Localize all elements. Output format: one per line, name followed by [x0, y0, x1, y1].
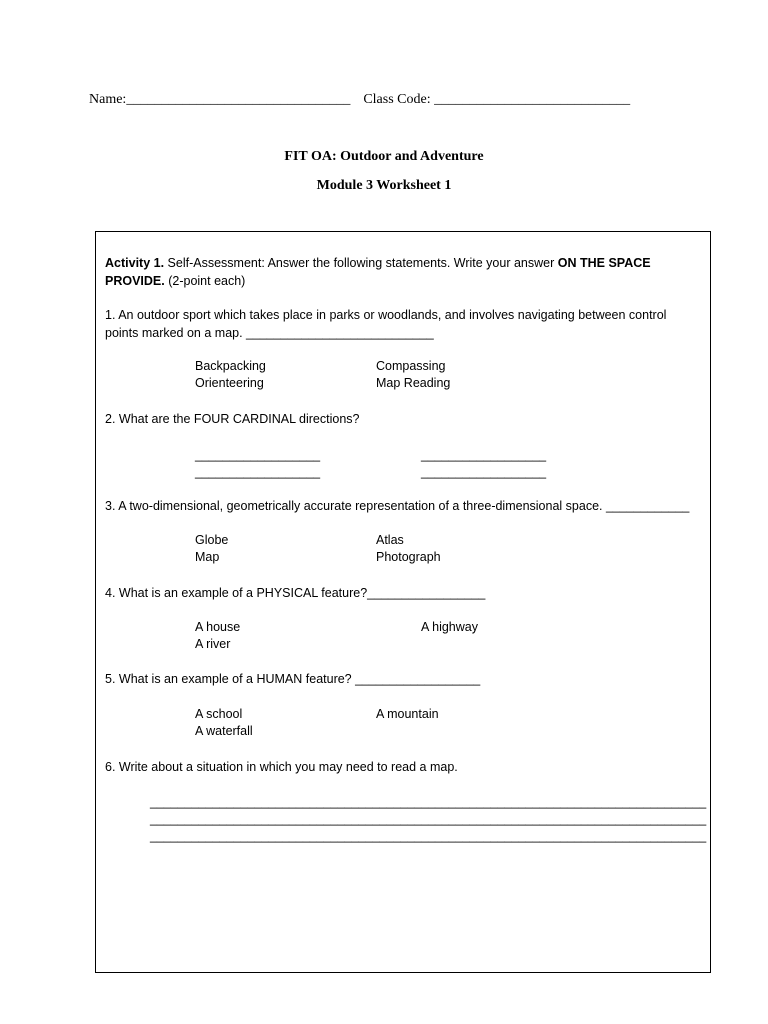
q4-option-river[interactable]: A river	[195, 637, 231, 651]
q3-option-photograph[interactable]: Photograph	[376, 550, 441, 564]
q1-option-backpacking[interactable]: Backpacking	[195, 359, 266, 373]
q4-option-highway[interactable]: A highway	[421, 620, 478, 634]
q2-blank-2[interactable]: __________________	[421, 448, 547, 462]
question-5[interactable]: 5. What is an example of a HUMAN feature? __________________	[105, 672, 481, 686]
q5-option-waterfall[interactable]: A waterfall	[195, 724, 253, 738]
q6-answer-line-3[interactable]: ________________________________________________________________________________	[150, 829, 707, 843]
q1-option-orienteering[interactable]: Orienteering	[195, 376, 264, 390]
activity-instructions: Activity 1. Self-Assessment: Answer the following statements. Write your answer ON THE SPACE PROVIDE. (2-point each)	[105, 256, 651, 288]
question-6: 6. Write about a situation in which you may need to read a map.	[105, 760, 458, 774]
q2-blank-4[interactable]: __________________	[421, 465, 547, 479]
q3-option-map[interactable]: Map	[195, 550, 220, 564]
header-line	[89, 92, 630, 108]
worksheet-subtitle: Module 3 Worksheet 1	[316, 178, 452, 193]
q1-option-map-reading[interactable]: Map Reading	[376, 376, 451, 390]
question-2: 2. What are the FOUR CARDINAL directions?	[105, 412, 360, 426]
name-field[interactable]: ________________________________	[126, 92, 351, 107]
q6-answer-line-2[interactable]: ________________________________________________________________________________	[150, 812, 707, 826]
q1-option-compassing[interactable]: Compassing	[376, 359, 446, 373]
question-3[interactable]: 3. A two-dimensional, geometrically accurate representation of a three-dimensional space. ____________	[105, 499, 690, 513]
class-code-label: Class Code:	[363, 92, 431, 107]
q2-blank-3[interactable]: __________________	[195, 465, 321, 479]
q3-option-globe[interactable]: Globe	[195, 533, 229, 547]
q3-option-atlas[interactable]: Atlas	[376, 533, 404, 547]
question-4[interactable]: 4. What is an example of a PHYSICAL feature?_________________	[105, 586, 486, 600]
activity-box	[95, 231, 711, 973]
q6-answer-line-1[interactable]: ________________________________________________________________________________	[150, 795, 707, 809]
q5-option-school[interactable]: A school	[195, 707, 243, 721]
class-code-field[interactable]: ____________________________	[434, 92, 631, 107]
name-label: Name:	[89, 92, 127, 107]
q2-blank-1[interactable]: __________________	[195, 448, 321, 462]
question-1[interactable]: 1. An outdoor sport which takes place in parks or woodlands, and involves navigating between control points marked on a map. ___________________________	[105, 308, 667, 340]
activity-label: Activity 1.	[105, 256, 165, 270]
worksheet-title: FIT OA: Outdoor and Adventure	[284, 149, 484, 164]
q5-option-mountain[interactable]: A mountain	[376, 707, 439, 721]
q4-option-house[interactable]: A house	[195, 620, 241, 634]
